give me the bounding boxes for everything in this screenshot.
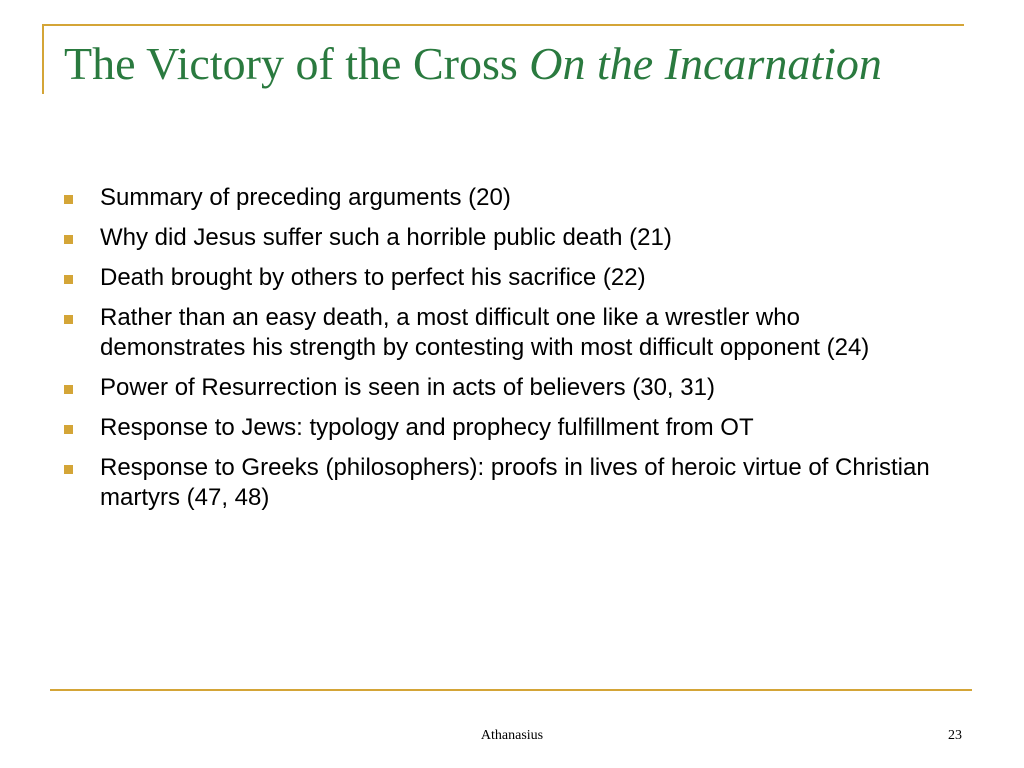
title-subtitle: On the Incarnation	[529, 38, 882, 89]
square-bullet-icon	[64, 235, 73, 244]
frame-top-rule	[42, 24, 964, 26]
footer-title: Athanasius	[480, 728, 544, 743]
bullet-text: Rather than an easy death, a most difficult one like a wrestler who demonstrates his strength by contesting with most difficult opponent (24)	[100, 304, 870, 361]
bullet-list	[64, 183, 944, 523]
bullet-text: Why did Jesus suffer such a horrible public death (21)	[100, 224, 672, 251]
page-number: 23	[948, 728, 962, 743]
frame-left-rule	[42, 24, 44, 94]
bullet-item	[64, 303, 944, 363]
bullet-text: Response to Greeks (philosophers): proofs in lives of heroic virtue of Christian martyrs (47, 48)	[100, 454, 930, 511]
bullet-text: Power of Resurrection is seen in acts of believers (30, 31)	[100, 374, 715, 401]
bullet-text: Death brought by others to perfect his sacrifice (22)	[100, 264, 646, 291]
bullet-item	[64, 263, 944, 293]
bullet-text: Response to Jews: typology and prophecy fulfillment from OT	[100, 414, 754, 441]
square-bullet-icon	[64, 425, 73, 434]
bullet-item	[64, 223, 944, 253]
bullet-item	[64, 453, 944, 513]
footer-rule	[50, 689, 972, 691]
square-bullet-icon	[64, 195, 73, 204]
bullet-item	[64, 183, 944, 213]
square-bullet-icon	[64, 275, 73, 284]
slide-title	[64, 38, 882, 91]
bullet-item	[64, 373, 944, 403]
bullet-item	[64, 413, 944, 443]
square-bullet-icon	[64, 385, 73, 394]
bullet-text: Summary of preceding arguments (20)	[100, 184, 511, 211]
title-main: The Victory of the Cross	[64, 38, 530, 89]
square-bullet-icon	[64, 315, 73, 324]
square-bullet-icon	[64, 465, 73, 474]
